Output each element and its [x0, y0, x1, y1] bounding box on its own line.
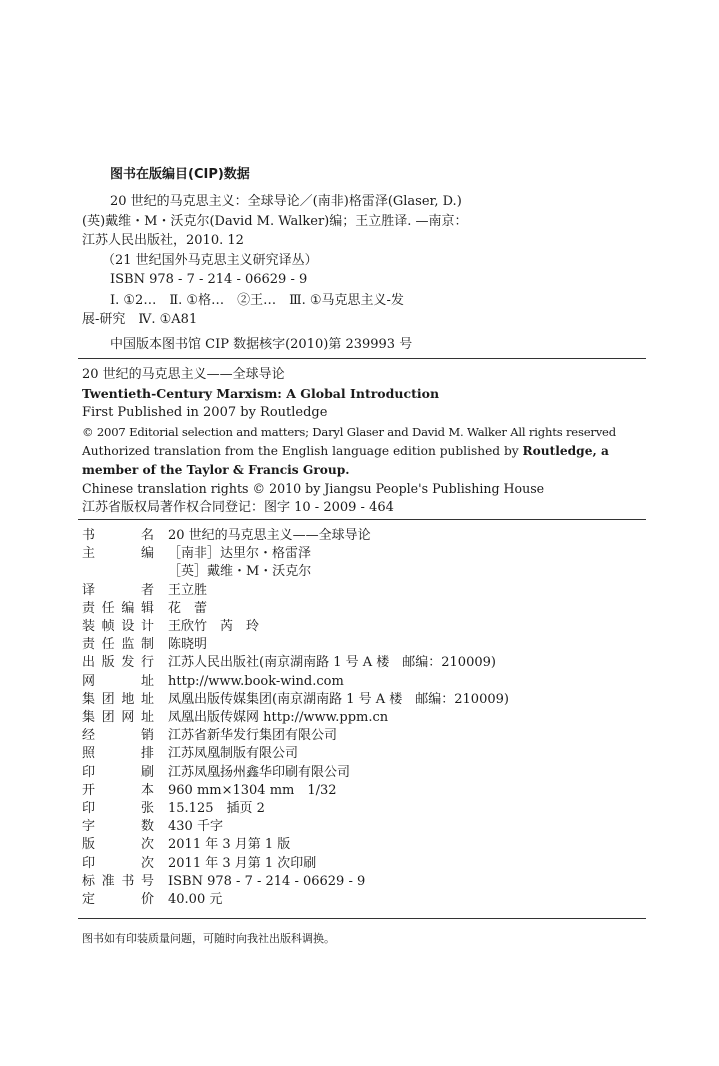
- detail-value: 王立胜: [168, 583, 208, 598]
- cip-line-1: 20 世纪的马克思主义：全球导论／(南非)格雷泽(Glaser, D.): [110, 194, 462, 209]
- detail-label: 印刷: [82, 765, 154, 780]
- detail-label: 主编: [82, 546, 154, 561]
- detail-value: 430 千字: [168, 819, 223, 834]
- detail-value: 花 蕾: [168, 601, 208, 616]
- detail-label: 书名: [82, 528, 154, 543]
- detail-value: 王欣竹 芮 玲: [168, 619, 260, 634]
- divider-1: [78, 358, 646, 359]
- detail-label: 译者: [82, 583, 154, 598]
- detail-label: 标准书号: [82, 874, 154, 889]
- cn-title: 20 世纪的马克思主义——全球导论: [82, 367, 285, 382]
- detail-value: 20 世纪的马克思主义——全球导论: [168, 528, 371, 543]
- cip-line-3: 江苏人民出版社，2010. 12: [82, 233, 244, 248]
- detail-label: 装帧设计: [82, 619, 154, 634]
- detail-value: 江苏凤凰制版有限公司: [168, 746, 299, 761]
- detail-value: 960 mm×1304 mm 1/32: [168, 783, 337, 798]
- detail-value: ［英］戴维・M・沃克尔: [168, 564, 312, 579]
- detail-value: 江苏省新华发行集团有限公司: [168, 728, 338, 743]
- detail-label: 出版发行: [82, 655, 154, 670]
- detail-label: 印张: [82, 801, 154, 816]
- cip-line-8: 中国版本图书馆 CIP 数据核字(2010)第 239993 号: [110, 337, 413, 352]
- detail-value: http://www.book-wind.com: [168, 674, 344, 689]
- detail-value: 江苏凤凰扬州鑫华印刷有限公司: [168, 765, 351, 780]
- en-title: Twentieth-Century Marxism: A Global Introduction: [82, 386, 440, 401]
- detail-value: 凤凰出版传媒集团(南京湖南路 1 号 A 楼 邮编：210009): [168, 692, 509, 707]
- authorized-line-1: [82, 442, 609, 460]
- copyright-line: © 2007 Editorial selection and matters; Daryl Glaser and David M. Walker All rights reserved: [82, 425, 616, 439]
- cip-line-5: ISBN 978 - 7 - 214 - 06629 - 9: [110, 272, 308, 287]
- authorized-line-2: member of the Taylor & Francis Group.: [82, 463, 350, 477]
- cip-line-4: （21 世纪国外马克思主义研究译丛）: [102, 253, 318, 268]
- authorized-publisher: Routledge, a: [522, 444, 609, 458]
- detail-value: 2011 年 3 月第 1 版: [168, 837, 291, 852]
- authorized-text: Authorized translation from the English language edition published by: [82, 444, 523, 458]
- detail-label: 集团地址: [82, 692, 154, 707]
- cip-line-6: Ⅰ. ①2… Ⅱ. ①格… ②王… Ⅲ. ①马克思主义-发: [110, 293, 404, 308]
- detail-value: 江苏人民出版社(南京湖南路 1 号 A 楼 邮编：210009): [168, 655, 496, 670]
- chinese-rights: Chinese translation rights © 2010 by Jiangsu People's Publishing House: [82, 481, 545, 496]
- detail-value: 15.125 插页 2: [168, 801, 265, 816]
- detail-value: 2011 年 3 月第 1 次印刷: [168, 856, 317, 871]
- detail-label: 责任监制: [82, 637, 154, 652]
- registration: 江苏省版权局著作权合同登记：图字 10 - 2009 - 464: [82, 500, 394, 515]
- detail-label: 版次: [82, 837, 154, 852]
- cip-heading: 图书在版编目(CIP)数据: [110, 167, 250, 182]
- divider-3: [78, 918, 646, 919]
- detail-label: 网址: [82, 674, 154, 689]
- first-published: First Published in 2007 by Routledge: [82, 405, 328, 420]
- detail-value: ISBN 978 - 7 - 214 - 06629 - 9: [168, 874, 366, 889]
- detail-value: 40.00 元: [168, 892, 223, 907]
- detail-value: 陈晓明: [168, 637, 208, 652]
- footer-note: 图书如有印装质量问题，可随时向我社出版科调换。: [82, 932, 335, 945]
- detail-label: 责任编辑: [82, 601, 154, 616]
- detail-label: 印次: [82, 856, 154, 871]
- detail-label: 字数: [82, 819, 154, 834]
- cip-line-2: (英)戴维・M・沃克尔(David M. Walker)编；王立胜译. —南京：: [82, 214, 468, 229]
- divider-2: [78, 519, 646, 520]
- detail-label: 开本: [82, 783, 154, 798]
- detail-label: 经销: [82, 728, 154, 743]
- detail-value: ［南非］达里尔・格雷泽: [168, 546, 312, 561]
- detail-label: 照排: [82, 746, 154, 761]
- detail-value: 凤凰出版传媒网 http://www.ppm.cn: [168, 710, 389, 725]
- detail-label: 定价: [82, 892, 154, 907]
- cip-line-7: 展-研究 Ⅳ. ①A81: [82, 312, 198, 327]
- detail-label: 集团网址: [82, 710, 154, 725]
